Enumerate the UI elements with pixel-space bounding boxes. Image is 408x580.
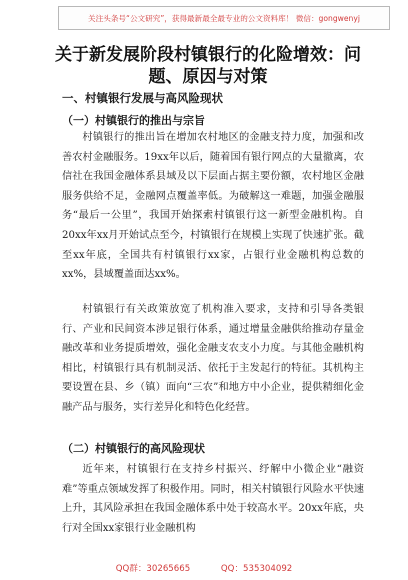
section-heading-1: 一、村镇银行发展与高风险现状 (62, 91, 223, 105)
header-banner (58, 6, 390, 30)
paragraph-3: 近年来，村镇银行在支持乡村振兴、纾解中小微企业“融资难”等重点领域发挥了积极作用。同时，相关村镇银行风险水平快速上升，其风险承担在我国金融体系中处于较高水平。20xx年底，央行对全国xx家银行业金融机构 (62, 464, 364, 534)
footer-qq-group: QQ群：30265665 (115, 564, 191, 574)
subsection-heading-1: （一）村镇银行的推出与宗旨 (62, 114, 205, 127)
paragraph-2: 村镇银行有关政策放宽了机构准入要求，支持和引导各类银行、产业和民间资本涉足银行体系，通过增量金融供给推动存量金融改革和业务提质增效，强化金融支农支小力度。与其他金融机构相比，村镇银行具有机制灵活、依托于主发起行的特征。其机构主要设置在县、乡（镇）面向“三农”和地方中小企业，提供精细化金融产品与服务，实行差异化和特色化经营。 (62, 304, 364, 413)
document-title: 关于新发展阶段村镇银行的化险增效：问题、原因与对策 (55, 45, 361, 87)
footer (0, 562, 408, 574)
paragraph-1: 村镇银行的推出旨在增加农村地区的金融支持力度，加强和改善农村金融服务。19xx年以后，随着国有银行网点的大量撤离，农信社在我国金融体系县域及以下层面占据主要份额，农村地区金融服务供给不足，金融网点覆盖率低。为破解这一难题，加强金融服务“最后一公里”，我国开始探索村镇银行这一新型金融机构。自20xx年xx月开始试点至今，村镇银行在规模上实现了快速扩张。截至xx年底，全国共有村镇银行xx家，占银行业金融机构总数的xx%，县域覆盖面达xx%。 (62, 132, 364, 281)
subsection-heading-2: （二）村镇银行的高风险现状 (62, 442, 205, 455)
footer-qq: QQ：535304092 (220, 564, 293, 574)
header-banner-text: 关注头条号“公文研究”，获得最新最全最专业的公文资料库！ 微信：gongwenyj (88, 13, 360, 23)
